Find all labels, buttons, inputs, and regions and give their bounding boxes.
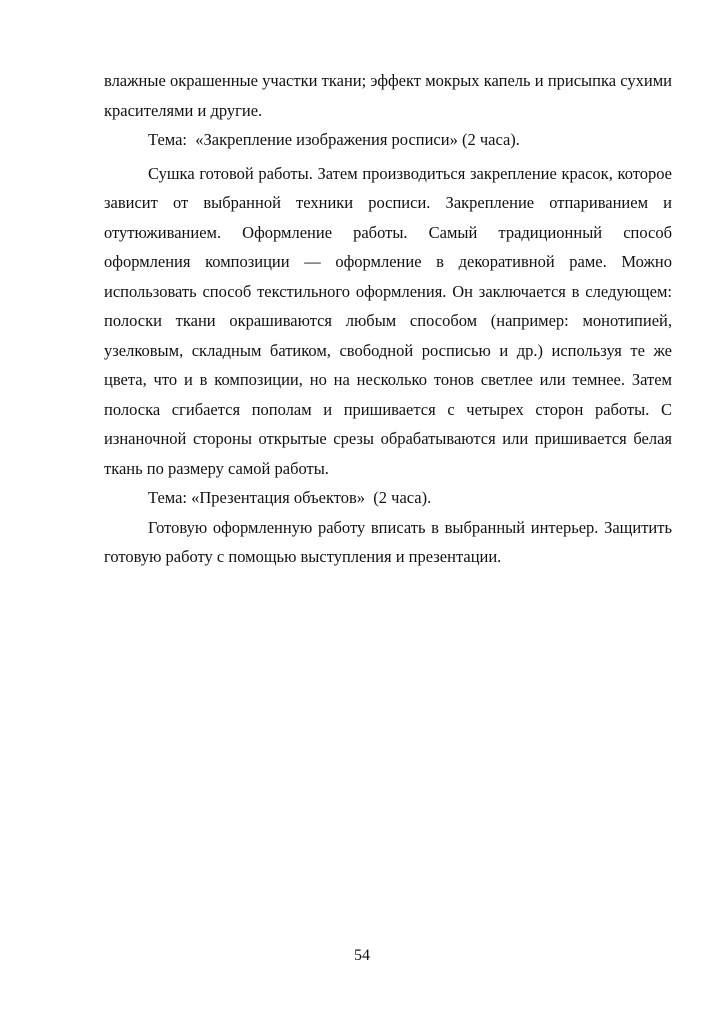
continuation-paragraph: влажные окрашенные участки ткани; эффект мокрых капель и присыпка сухими красителями и другие. xyxy=(104,71,672,120)
page-number: 54 xyxy=(354,947,370,964)
topic-heading-presentation: Тема: «Презентация объектов» (2 часа). xyxy=(148,488,432,507)
page-body xyxy=(104,66,672,572)
topic-body-fixing: Сушка готовой работы. Затем производиться закрепление красок, которое зависит от выбранной техники росписи. Закрепление отпариванием и отутюживанием. Оформление работы. Самый традиционный способ оформления композиции — оформление в декоративной раме. Можно использовать способ текстильного оформления. Он заключается в следующем: полоски ткани окрашиваются любым способом (например: монотипией, узелковым, складным батиком, свободной росписью и др.) используя те же цвета, что и в композиции, но на несколько тонов светлее или темнее. Затем полоска сгибается пополам и пришивается с четырех сторон работы. С изнаночной стороны открытые срезы обрабатываются или пришивается белая ткань по размеру самой работы. xyxy=(104,163,672,478)
topic-body-presentation: Готовую оформленную работу вписать в выбранный интерьер. Защитить готовую работу с помощью выступления и презентации. xyxy=(104,517,672,566)
topic-heading-fixing: Тема: «Закрепление изображения росписи» (2 часа). xyxy=(148,130,520,149)
